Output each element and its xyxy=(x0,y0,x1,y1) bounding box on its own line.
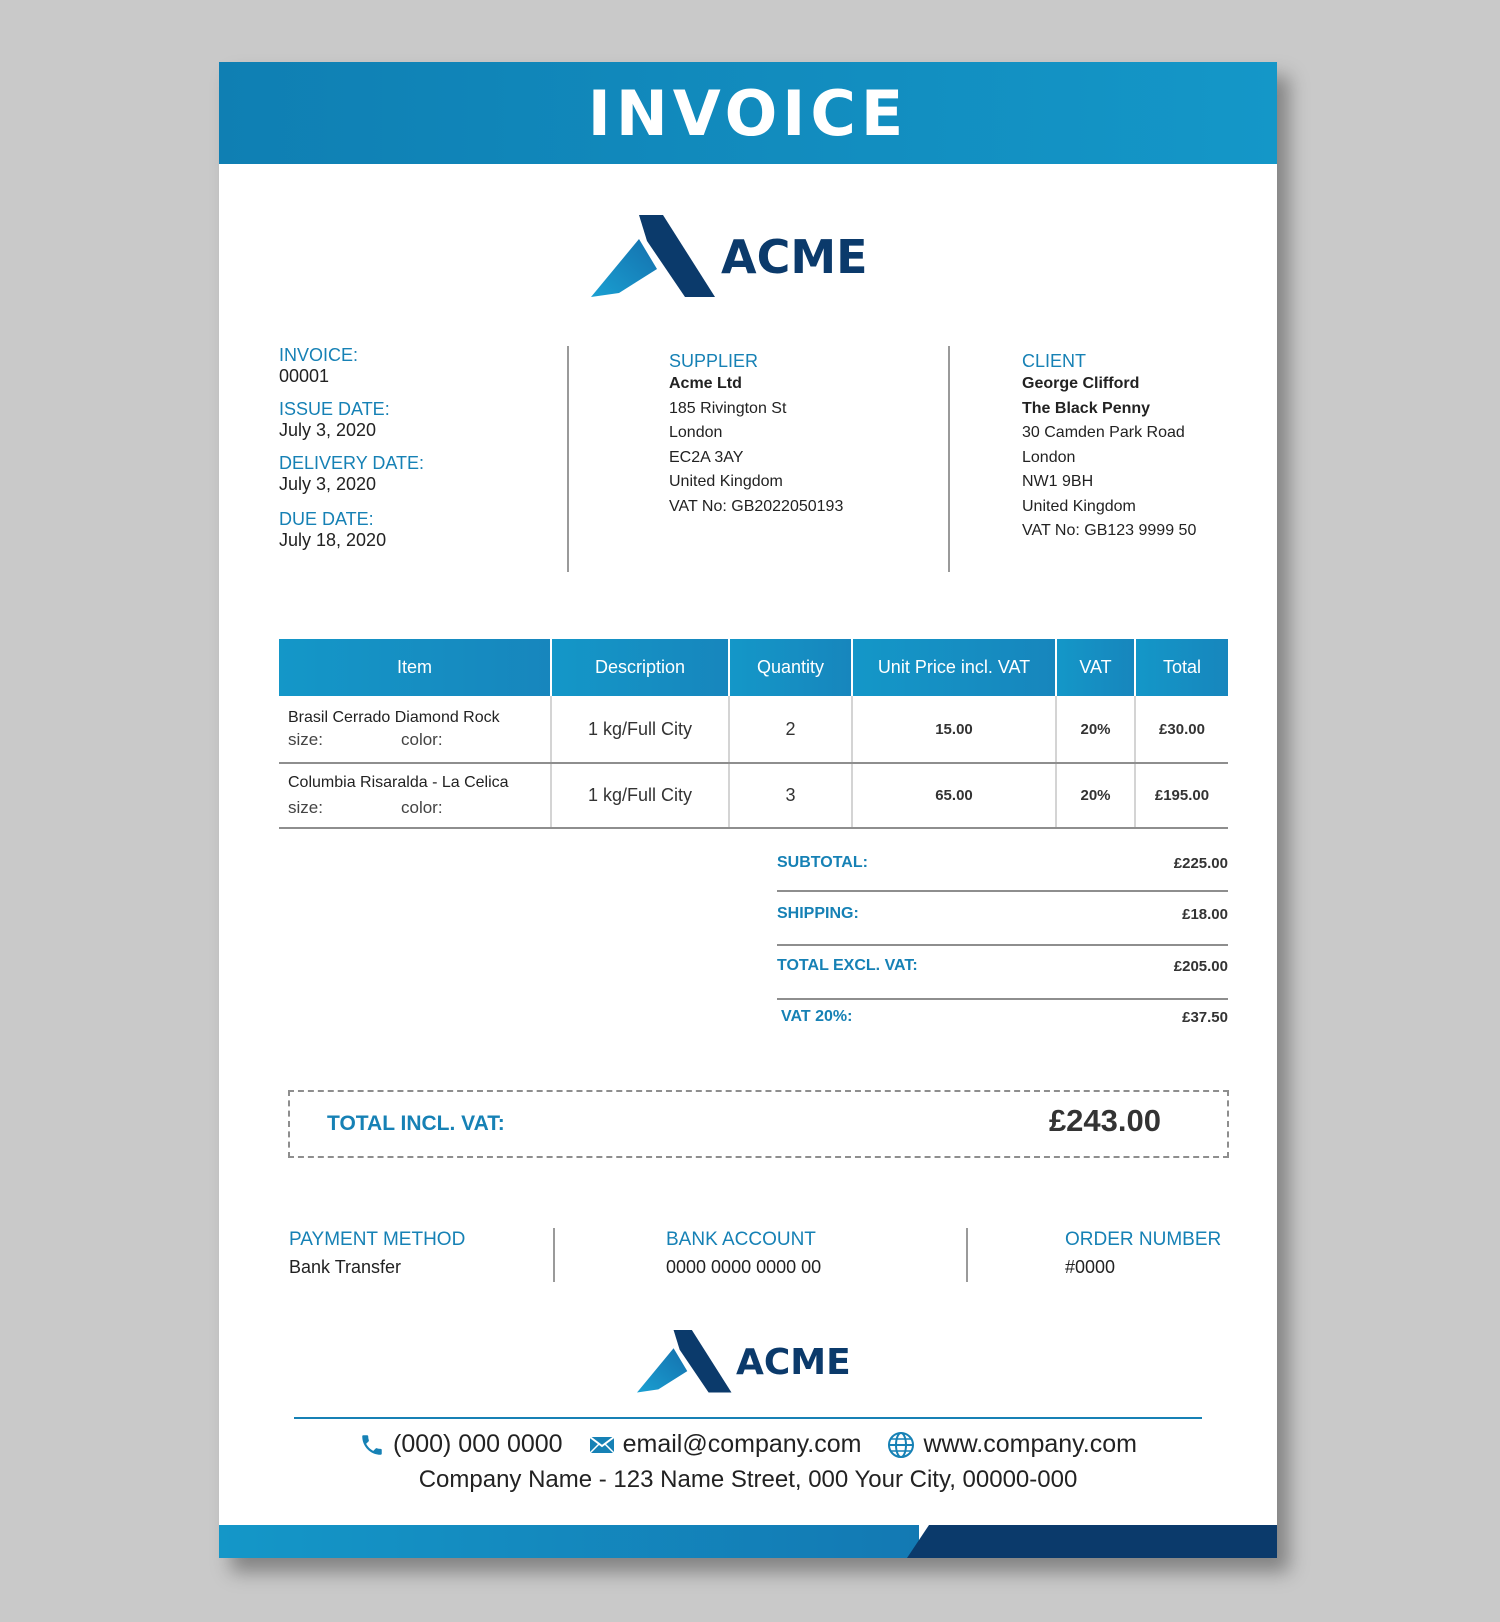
meta-value-invoice: 00001 xyxy=(279,366,330,386)
column-header-quantity: Quantity xyxy=(729,639,852,696)
bank-account-value: 0000 0000 0000 00 xyxy=(666,1257,822,1277)
divider xyxy=(553,1228,555,1282)
subtotal-row xyxy=(777,854,1228,872)
size-label: size: xyxy=(288,797,323,817)
globe-icon xyxy=(887,1431,915,1459)
client-block xyxy=(1022,351,1196,544)
divider xyxy=(777,944,1228,946)
meta-value-issue-date: July 3, 2020 xyxy=(279,420,377,440)
meta-value-delivery-date: July 3, 2020 xyxy=(279,474,377,494)
size-label: size: xyxy=(288,729,323,749)
unit-price-cell: 65.00 xyxy=(852,763,1056,828)
column-header-unit-price: Unit Price incl. VAT xyxy=(852,639,1056,696)
shipping-label: SHIPPING: xyxy=(777,905,859,922)
grand-total-label: TOTAL INCL. VAT: xyxy=(327,1112,505,1135)
client-heading: CLIENT xyxy=(1022,351,1087,371)
meta-label-invoice: INVOICE: xyxy=(279,345,359,365)
vat-label: VAT 20%: xyxy=(781,1008,853,1025)
bank-account-label: BANK ACCOUNT xyxy=(666,1229,816,1250)
item-cell xyxy=(279,696,551,763)
footer-bar-dark xyxy=(907,1525,1277,1558)
client-line: NW1 9BH xyxy=(1022,473,1094,490)
client-name: George Clifford xyxy=(1022,375,1140,392)
quantity-cell: 3 xyxy=(729,763,852,828)
phone-contact xyxy=(359,1430,563,1459)
supplier-heading: SUPPLIER xyxy=(669,351,759,371)
subtotal-label: SUBTOTAL: xyxy=(777,854,868,871)
brand-logo xyxy=(591,215,868,299)
color-label: color: xyxy=(401,729,443,749)
invoice-title: INVOICE xyxy=(587,76,909,150)
client-line: London xyxy=(1022,448,1076,466)
payment-method-value: Bank Transfer xyxy=(289,1257,402,1277)
vat-value: £37.50 xyxy=(1182,1008,1228,1026)
items-table xyxy=(279,639,1228,829)
supplier-line: United Kingdom xyxy=(669,473,783,490)
phone-icon xyxy=(359,1432,385,1458)
bank-account-block xyxy=(666,1229,821,1278)
quantity-cell: 2 xyxy=(729,696,852,763)
acme-logo-icon xyxy=(636,1330,734,1394)
column-header-item: Item xyxy=(279,639,551,696)
contact-row xyxy=(219,1430,1277,1459)
acme-logo-icon xyxy=(591,215,717,299)
divider xyxy=(777,890,1228,892)
email-contact xyxy=(589,1430,862,1459)
meta-label-issue-date: ISSUE DATE: xyxy=(279,399,390,419)
supplier-line: 185 Rivington St xyxy=(669,399,787,417)
supplier-block xyxy=(669,351,843,519)
order-number-block xyxy=(1065,1229,1221,1278)
subtotal-value: £225.00 xyxy=(1173,854,1228,872)
shipping-row xyxy=(777,905,1228,923)
footer-brand-name: ACME xyxy=(736,1341,851,1383)
header-banner xyxy=(219,62,1277,164)
email-text: email@company.com xyxy=(622,1430,862,1458)
invoice-page xyxy=(219,62,1277,1558)
supplier-line: EC2A 3AY xyxy=(669,448,744,466)
footer-brand-logo xyxy=(636,1330,851,1394)
website-contact xyxy=(887,1430,1137,1459)
item-name: Brasil Cerrado Diamond Rock xyxy=(288,708,500,726)
footer-divider xyxy=(294,1417,1202,1419)
supplier-name: Acme Ltd xyxy=(669,375,742,392)
item-cell xyxy=(279,763,551,828)
vat-cell: 20% xyxy=(1056,763,1135,828)
table-row xyxy=(279,696,1228,763)
client-line: 30 Camden Park Road xyxy=(1022,424,1185,441)
order-number-label: ORDER NUMBER xyxy=(1065,1229,1222,1250)
shipping-value: £18.00 xyxy=(1182,905,1228,923)
total-cell: £30.00 xyxy=(1135,696,1228,763)
vat-row xyxy=(777,1008,1228,1026)
payment-method-label: PAYMENT METHOD xyxy=(289,1229,466,1250)
excl-vat-label: TOTAL EXCL. VAT: xyxy=(777,957,918,974)
color-label: color: xyxy=(401,797,443,817)
item-attributes xyxy=(288,798,550,818)
excl-vat-value: £205.00 xyxy=(1173,957,1228,975)
envelope-icon xyxy=(589,1435,615,1455)
divider xyxy=(966,1228,968,1282)
description-cell: 1 kg/Full City xyxy=(551,763,729,828)
company-address: Company Name - 123 Name Street, 000 Your City, 00000-000 xyxy=(418,1466,1078,1493)
item-name: Columbia Risaralda - La Celica xyxy=(288,773,509,791)
column-header-total: Total xyxy=(1135,639,1228,696)
excl-vat-row xyxy=(777,957,1228,975)
table-row xyxy=(279,763,1228,828)
total-cell: £195.00 xyxy=(1135,763,1228,828)
description-cell: 1 kg/Full City xyxy=(551,696,729,763)
column-header-vat: VAT xyxy=(1056,639,1135,696)
client-line: VAT No: GB123 9999 50 xyxy=(1022,522,1197,539)
payment-method-block xyxy=(289,1229,465,1278)
supplier-line: VAT No: GB2022050193 xyxy=(669,497,844,515)
divider xyxy=(948,346,950,572)
meta-label-delivery-date: DELIVERY DATE: xyxy=(279,453,425,473)
table-header-row xyxy=(279,639,1228,696)
meta-label-due-date: DUE DATE: xyxy=(279,509,374,529)
grand-total-box xyxy=(288,1090,1229,1158)
item-attributes xyxy=(288,730,550,750)
meta-value-due-date: July 18, 2020 xyxy=(279,530,387,550)
invoice-meta xyxy=(279,345,424,551)
divider xyxy=(777,998,1228,1000)
grand-total-value: £243.00 xyxy=(1048,1103,1161,1138)
website-text: www.company.com xyxy=(923,1430,1137,1458)
client-company: The Black Penny xyxy=(1022,399,1151,417)
brand-name: ACME xyxy=(721,230,868,284)
client-line: United Kingdom xyxy=(1022,497,1136,515)
vat-cell: 20% xyxy=(1056,696,1135,763)
supplier-line: London xyxy=(669,424,723,441)
unit-price-cell: 15.00 xyxy=(852,696,1056,763)
divider xyxy=(567,346,569,572)
order-number-value: #0000 xyxy=(1065,1257,1116,1277)
phone-text: (000) 000 0000 xyxy=(393,1430,563,1458)
column-header-description: Description xyxy=(551,639,729,696)
footer-bar-accent xyxy=(219,1525,919,1558)
